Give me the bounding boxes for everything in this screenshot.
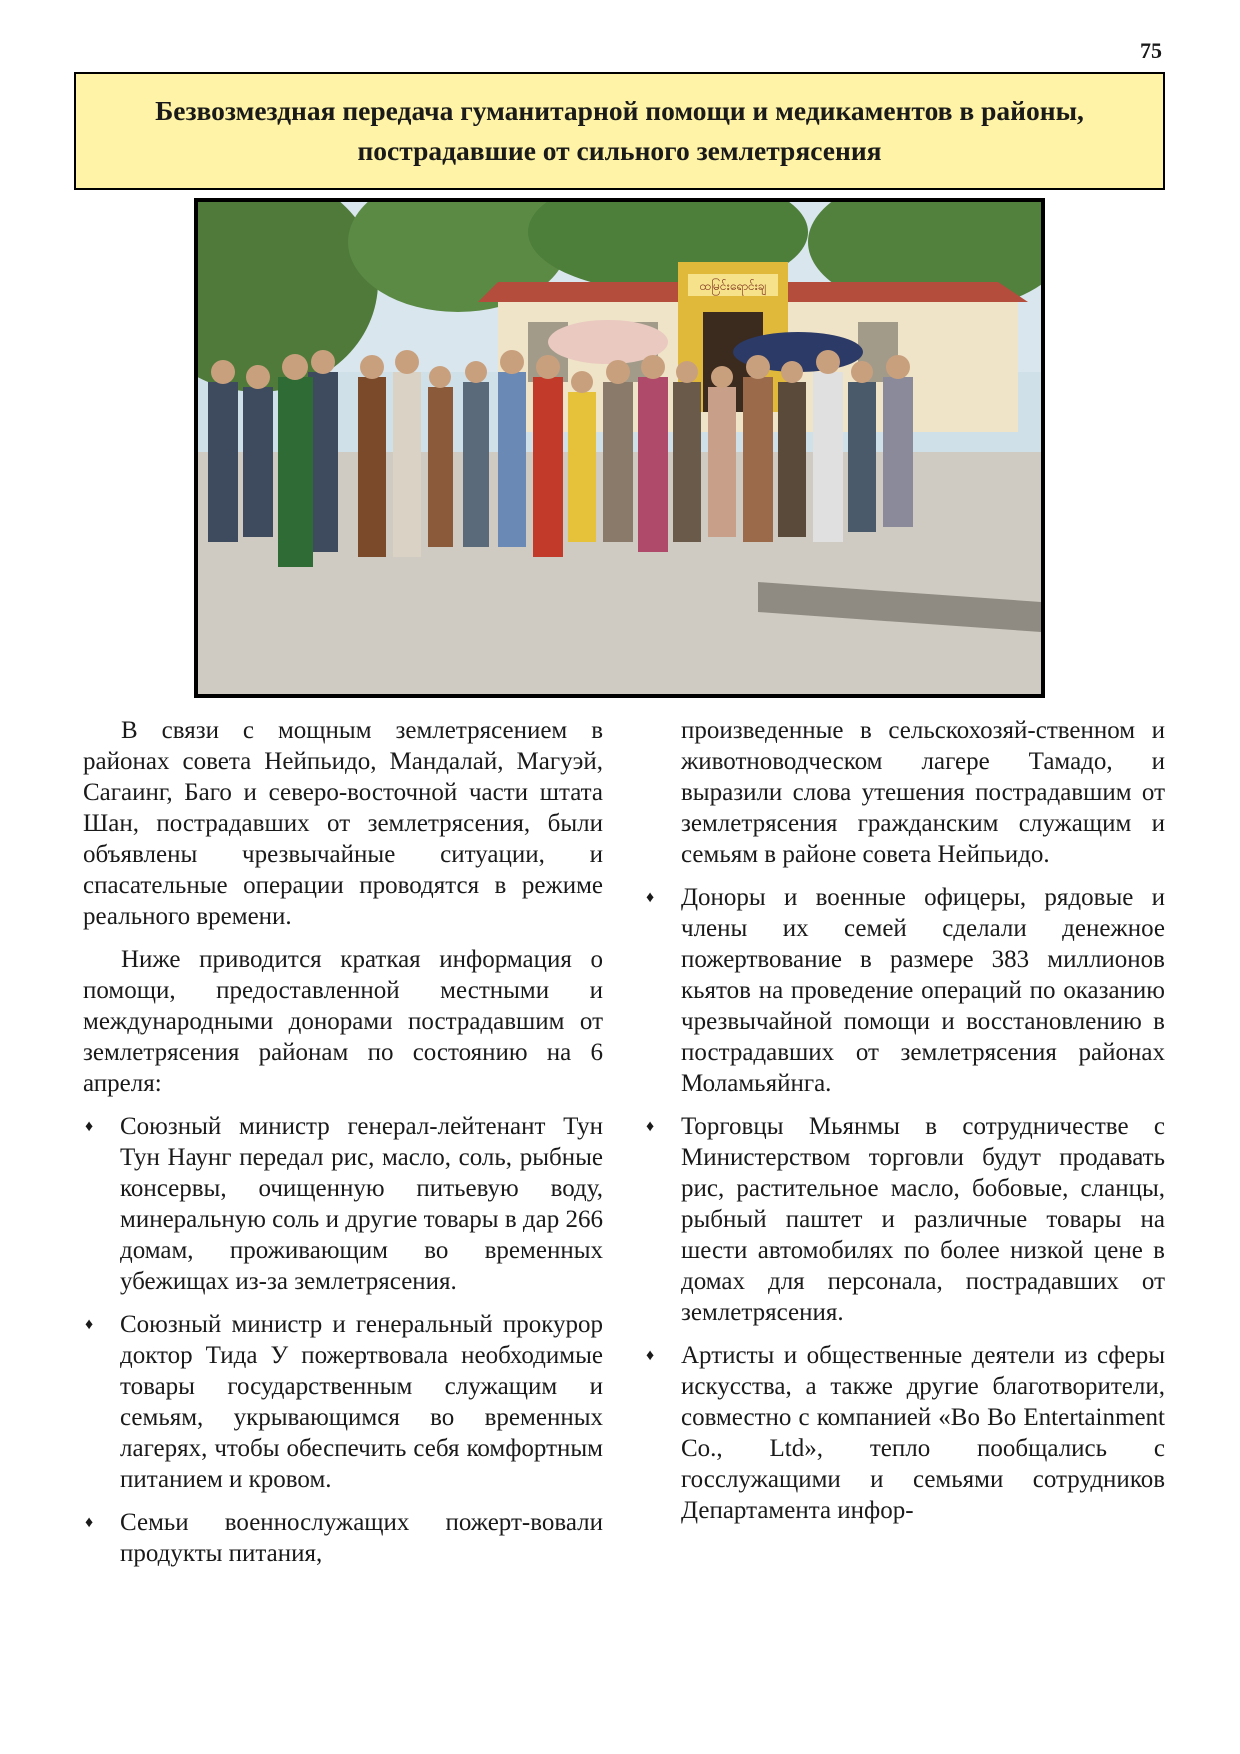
intro-paragraph: В связи с мощным землетрясением в районах совета Нейпьидо, Мандалай, Магуэй, Сагаинг, Баго и северо-восточной части штата Шан, пострадавших от землетрясения, были объявлены чрезвычайные ситуации, и спасательные операции проводятся в режиме реального времени. bbox=[83, 717, 603, 930]
list-item bbox=[83, 1309, 603, 1495]
list-item bbox=[83, 1507, 603, 1569]
photo-image bbox=[194, 198, 1045, 698]
list-item bbox=[644, 882, 1165, 1099]
title-line-2: пострадавшие от сильного землетрясения bbox=[357, 135, 882, 166]
list-item-continuation bbox=[644, 715, 1165, 870]
list-item-text: Доноры и военные офицеры, рядовые и члены их семей сделали денежное пожертвование в размере 383 миллионов кьятов на проведение операций по оказанию чрезвычайной помощи и восстановлению в пострадавших от землетрясения районах Моламьяйнга. bbox=[681, 884, 1165, 1097]
diamond-bullet-icon: ♦ bbox=[646, 1118, 655, 1135]
diamond-bullet-icon: ♦ bbox=[85, 1514, 94, 1531]
photo-illustration bbox=[198, 202, 1041, 694]
list-item-text: Союзный министр и генеральный прокурор доктор Тида У пожертвовала необходимые товары государственным служащим и семьям, укрывающимся во временных лагерях, чтобы обеспечить себя комфортным питанием и кровом. bbox=[120, 1311, 603, 1493]
right-column bbox=[644, 715, 1165, 1538]
title-box bbox=[74, 72, 1165, 190]
list-item bbox=[644, 1111, 1165, 1328]
page-number: 75 bbox=[1140, 38, 1162, 63]
list-item-text: произведенные в сельскохозяй-ственном и животноводческом лагере Тамадо, и выразили слова утешения пострадавшим от землетрясения гражданским служащим и семьям в районе совета Нейпьидо. bbox=[681, 717, 1165, 868]
title-line-1: Безвозмездная передача гуманитарной помощи и медикаментов в районы, bbox=[155, 95, 1084, 126]
diamond-bullet-icon: ♦ bbox=[646, 889, 655, 906]
diamond-bullet-icon: ♦ bbox=[85, 1316, 94, 1333]
list-item-text: Торговцы Мьянмы в сотрудничестве с Министерством торговли будут продавать рис, растительное масло, бобовые, сланцы, рыбный паштет и различные товары на шести автомобилях по более низкой цене в домах для персонала, пострадавших от землетрясения. bbox=[681, 1113, 1165, 1326]
diamond-bullet-icon: ♦ bbox=[646, 1347, 655, 1364]
list-item bbox=[644, 1340, 1165, 1526]
left-column bbox=[83, 715, 603, 1581]
list-item-text: Семьи военнослужащих пожерт-вовали продукты питания, bbox=[120, 1509, 603, 1567]
list-item-text: Артисты и общественные деятели из сферы искусства, а также другие благотворители, совместно с компанией «Bo Bo Entertainment Co., Ltd», тепло пообщались с госслужащими и семьями сотрудников Департамента инфор- bbox=[681, 1342, 1165, 1524]
diamond-bullet-icon: ♦ bbox=[85, 1118, 94, 1135]
gate-sign-text: ထမြင်းရောင်းချ bbox=[699, 279, 767, 293]
list-item-text: Союзный министр генерал-лейтенант Тун Тун Наунг передал рис, масло, соль, рыбные консервы, очищенную питьевую воду, минеральную соль и другие товары в дар 266 домам, проживающим во временных убежищах из-за землетрясения. bbox=[120, 1113, 603, 1295]
list-item bbox=[83, 1111, 603, 1297]
summary-paragraph: Ниже приводится краткая информация о помощи, предоставленной местными и международными донорами пострадавшим от землетрясения районам по состоянию на 6 апреля: bbox=[83, 946, 603, 1097]
